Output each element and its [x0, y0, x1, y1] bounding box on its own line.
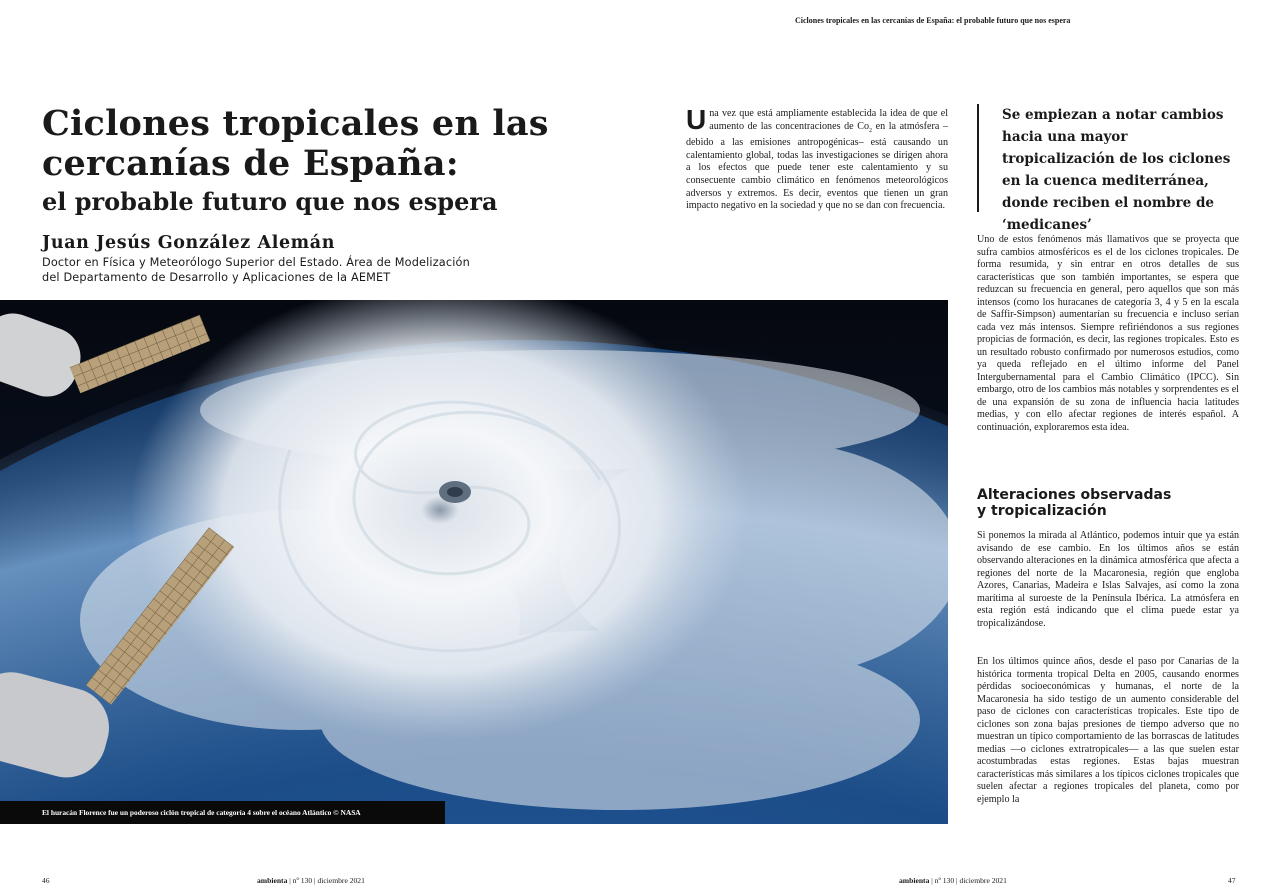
hurricane-photo [0, 300, 948, 824]
hurricane-image [0, 300, 948, 824]
affiliation-line: del Departamento de Desarrollo y Aplicaciones de la AEMET [42, 271, 391, 284]
body-paragraph: Si ponemos la mirada al Atlántico, podemos intuir que ya están avisando de ese cambio. En los últimos años se están observando alteraciones en la dinámica atmosférica que afecta a regiones del norte de la Macaronesia, región que engloba Azores, Canarias, Madeira e Islas Salvajes, así como la zona marítima al suroeste de la Península Ibérica. La atmósfera en esta región está indicando que el clima puede estar ya tropicalizándose. [977, 530, 1239, 629]
article-title: Ciclones tropicales en las cercanías de España: [42, 103, 549, 184]
footer-left [257, 876, 365, 885]
page-number-right: 47 [1228, 876, 1236, 885]
issue-info: | nº 130 | diciembre 2021 [287, 876, 365, 885]
affiliation-line: Doctor en Física y Meteorólogo Superior del Estado. Área de Modelización [42, 256, 470, 269]
footer-right [899, 876, 1007, 885]
section-heading [977, 487, 1239, 519]
intro-text: na vez que está ampliamente establecida la idea de que el aumento de las concentraciones de Co [709, 108, 948, 132]
section-heading-line: y tropicalización [977, 503, 1107, 519]
page-number-left: 46 [42, 876, 50, 885]
pull-quote: Se empiezan a notar cambios hacia una mayor tropicalización de los ciclones en la cuenca mediterránea, donde reciben el nombre de ‘medicanes’ [1002, 107, 1231, 233]
running-head: Ciclones tropicales en las cercanías de España: el probable futuro que nos espera [795, 16, 1071, 25]
magazine-name: ambienta [899, 876, 930, 885]
photo-caption: El huracán Florence fue un poderoso ciclón tropical de categoría 4 sobre el océano Atlántico © NASA [42, 808, 361, 817]
magazine-name: ambienta [257, 876, 288, 885]
author-affiliation [42, 255, 512, 285]
article-subtitle: el probable futuro que nos espera [42, 187, 498, 216]
intro-paragraph [686, 104, 949, 213]
author-name: Juan Jesús González Alemán [42, 233, 336, 253]
co2-subscript: 2 [869, 127, 872, 134]
body-paragraph: En los últimos quince años, desde el paso por Canarias de la histórica tormenta tropical Delta en 2005, causando enormes pérdidas socioeconómicas y humanas, el norte de la Macaronesia ha sido testigo de un aumento considerable del paso de ciclones con características tropicales. Este tipo de ciclones son zona bajas presiones de tiempo adverso que no muestran un típico comportamiento de las borrascas de latitudes medias —o ciclones extratropicales— a las que suelen estar acostumbradas estas regiones. Estas bajas muestran características más similares a los típicos ciclones tropicales que suelen afectar a regiones tropicales del planeta, como por ejemplo la [977, 656, 1239, 805]
intro-text: en la atmósfera –debido a las emisiones antropogénicas– está causando un calentamiento global, todas las investigaciones se dirigen ahora a los efectos que puede tener este calentamiento y su consecuente cambio climático en fenómenos meteorológicos adversos y extremos. Es decir, eventos que tienen un gran impacto negativo en la sociedad y que no se dan con frecuencia. [686, 120, 949, 212]
drop-cap: U [686, 104, 707, 135]
body-paragraph: Uno de estos fenómenos más llamativos que se proyecta que sufra cambios atmosféricos es el de los ciclones tropicales. De forma resumida, y sin entrar en otros detalles de sus características que son también importantes, se espera que reduzcan su frecuencia en general, pero aquellos que son más intensos (como los huracanes de categoría 3, 4 y 5 en la escala de Saffir-Simpson) aumentarían su frecuencia e incluso serían cada vez más intensos. Siempre refiriéndonos a sus regiones propicias de formación, es decir, las regiones tropicales. Esto es un resultado robusto confirmado por numerosos estudios, como ya queda reflejado en el último informe del Panel Intergubernamental para el Cambio Climático (IPCC). Sin embargo, otro de los cambios más notables y sorprendentes es el de una expansión de su zona de influencia hacia latitudes medias, y con ello afectar regiones de interés español. A continuación, exploraremos esta idea. [977, 234, 1239, 433]
section-heading-line: Alteraciones observadas [977, 487, 1172, 503]
pull-quote-rule [977, 104, 979, 212]
issue-info: | nº 130 | diciembre 2021 [929, 876, 1007, 885]
